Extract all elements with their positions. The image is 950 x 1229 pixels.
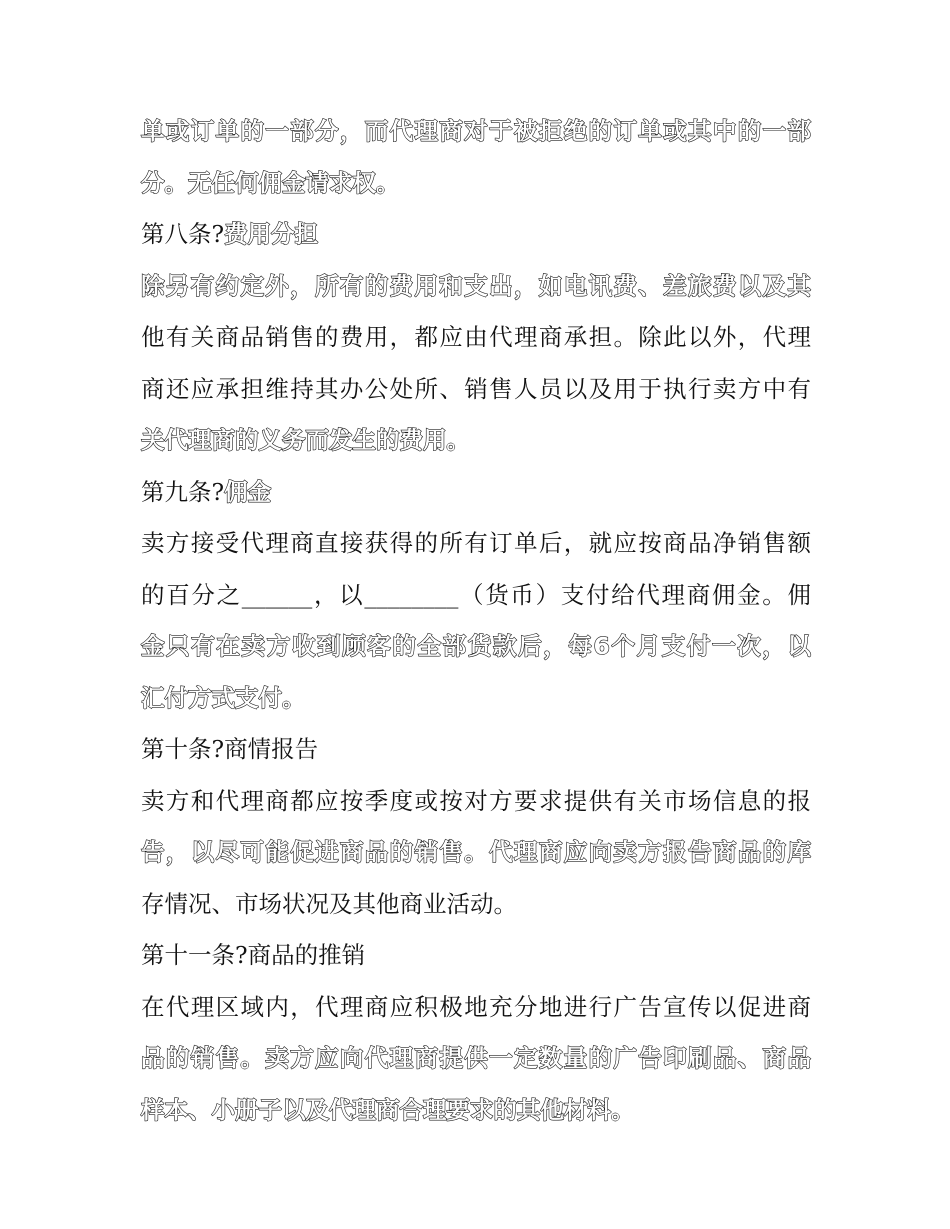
article-number: 第十条? (141, 735, 225, 763)
paragraph-line: 品的销售。卖方应向代理商提供一定数量的广告印刷品、商品 (141, 1044, 811, 1072)
article-title: 费用分担 (224, 220, 319, 248)
paragraph-line: 金只有在卖方收到顾客的全部货款后，每6个月支付一次，以 (141, 632, 811, 660)
article-title: 商品的推销 (247, 941, 366, 969)
paragraph-line: 商还应承担维持其办公处所、销售人员以及用于执行卖方中有 (141, 374, 811, 403)
paragraph-line: 在代理区域内，代理商应积极地充分地进行广告宣传以促进商 (141, 992, 811, 1021)
paragraph-line: 单或订单的一部分，而代理商对于被拒绝的订单或其中的一部 (141, 117, 811, 145)
paragraph-line: 卖方接受代理商直接获得的所有订单后，就应按商品净销售额 (141, 529, 811, 557)
article-heading-10 (141, 724, 811, 776)
article-heading-9 (141, 467, 811, 519)
article-title: 佣金 (224, 477, 272, 506)
article-heading-11 (141, 930, 811, 982)
article-heading-8 (141, 209, 811, 261)
paragraph-line: 除另有约定外，所有的费用和支出，如电讯费、差旅费以及其 (141, 271, 811, 300)
paragraph-line: 分。无任何佣金请求权。 (141, 168, 400, 197)
paragraph-line: 关代理商的义务而发生的费用。 (141, 426, 470, 454)
paragraph-line: 卖方和代理商都应按季度或按对方要求提供有关市场信息的报 (141, 786, 811, 815)
article-number: 第八条? (141, 220, 225, 248)
paragraph-line: 的百分之______，以________（货币）支付给代理商佣金。佣 (141, 580, 811, 609)
paragraph-line: 样本、小册子以及代理商合理要求的其他材料。 (141, 1095, 635, 1124)
article-title: 商情报告 (224, 735, 319, 763)
paragraph-line: 汇付方式支付。 (141, 683, 306, 712)
paragraph-line: 存情况、市场状况及其他商业活动。 (141, 889, 517, 918)
document-body (141, 106, 811, 1136)
paragraph-line: 告，以尽可能促进商品的销售。代理商应向卖方报告商品的库 (141, 838, 811, 866)
paragraph-line: 他有关商品销售的费用，都应由代理商承担。除此以外，代理 (141, 323, 811, 351)
article-number: 第九条? (141, 477, 225, 506)
article-number: 第十一条? (141, 941, 248, 969)
